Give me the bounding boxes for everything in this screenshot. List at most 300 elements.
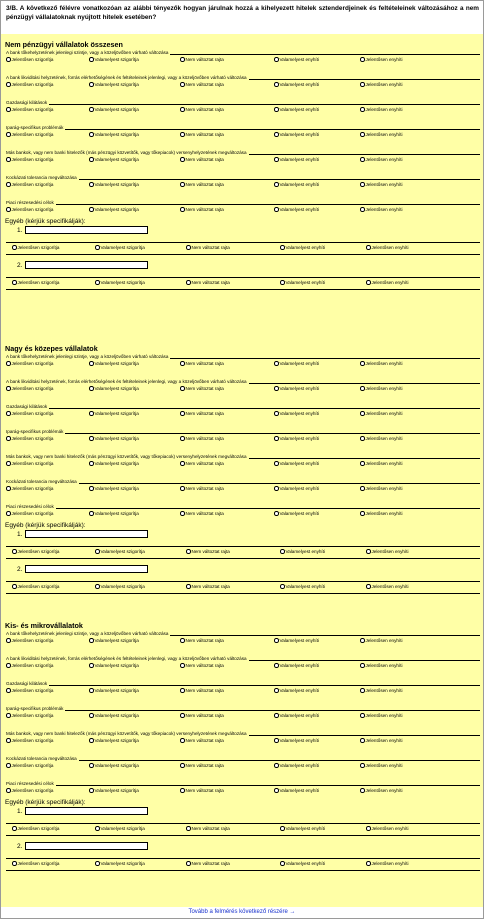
factor-4-option-3[interactable]: [180, 132, 224, 137]
radio-button[interactable]: [6, 157, 11, 162]
factor-2-option-1[interactable]: [6, 386, 53, 391]
radio-button[interactable]: [89, 663, 94, 668]
factor-5-option-2[interactable]: [89, 157, 139, 162]
factor-4-option-2[interactable]: [89, 713, 139, 718]
radio-button[interactable]: [6, 361, 11, 366]
factor-4-option-4[interactable]: [274, 132, 319, 137]
factor-5-option-2[interactable]: [89, 738, 139, 743]
other-1-option-2[interactable]: [95, 549, 145, 554]
radio-button[interactable]: [180, 738, 185, 743]
radio-button[interactable]: [360, 386, 365, 391]
factor-4-option-5[interactable]: [360, 713, 403, 718]
radio-button[interactable]: [180, 411, 185, 416]
factor-6-option-5[interactable]: [360, 182, 403, 187]
other-1-option-3[interactable]: [186, 549, 230, 554]
factor-5-option-5[interactable]: [360, 738, 403, 743]
radio-button[interactable]: [12, 584, 17, 589]
radio-button[interactable]: [274, 132, 279, 137]
other-specify-input[interactable]: [25, 261, 148, 269]
radio-button[interactable]: [366, 584, 371, 589]
radio-button[interactable]: [6, 461, 11, 466]
other-number: 1.: [17, 531, 23, 538]
factor-4-option-5[interactable]: [360, 132, 403, 137]
radio-button[interactable]: [180, 182, 185, 187]
radio-button[interactable]: [274, 157, 279, 162]
radio-button[interactable]: [95, 280, 100, 285]
factor-6-option-4[interactable]: [274, 182, 319, 187]
factor-5-option-5[interactable]: [360, 157, 403, 162]
other-2-option-1[interactable]: [12, 280, 59, 285]
radio-button[interactable]: [274, 361, 279, 366]
factor-7-option-1[interactable]: [6, 207, 53, 212]
radio-button[interactable]: [6, 788, 11, 793]
radio-button[interactable]: [360, 207, 365, 212]
radio-button[interactable]: [274, 486, 279, 491]
radio-button[interactable]: [89, 788, 94, 793]
radio-button[interactable]: [180, 511, 185, 516]
factor-2-option-2[interactable]: [89, 663, 139, 668]
radio-button[interactable]: [186, 245, 191, 250]
factor-5-option-5[interactable]: [360, 461, 403, 466]
factor-4-option-4[interactable]: [274, 713, 319, 718]
radio-button[interactable]: [360, 182, 365, 187]
radio-button[interactable]: [274, 57, 279, 62]
other-2-option-3[interactable]: [186, 861, 230, 866]
factor-4-option-1[interactable]: [6, 132, 53, 137]
radio-button[interactable]: [89, 386, 94, 391]
other-2-option-2[interactable]: [95, 861, 145, 866]
factor-2-option-3[interactable]: [180, 82, 224, 87]
factor-2-option-1[interactable]: [6, 663, 53, 668]
radio-button[interactable]: [180, 57, 185, 62]
factor-6-option-4[interactable]: [274, 486, 319, 491]
other-2-option-5[interactable]: [366, 280, 409, 285]
radio-button[interactable]: [6, 386, 11, 391]
radio-button[interactable]: [6, 663, 11, 668]
factor-2-option-5[interactable]: [360, 386, 403, 391]
factor-2-option-5[interactable]: [360, 663, 403, 668]
radio-button[interactable]: [274, 663, 279, 668]
radio-button[interactable]: [6, 57, 11, 62]
radio-button[interactable]: [274, 207, 279, 212]
radio-button[interactable]: [274, 107, 279, 112]
next-section-link[interactable]: Tovább a felmérés következő részére →: [1, 907, 483, 918]
other-1-option-2[interactable]: [95, 245, 145, 250]
other-2-option-4[interactable]: [280, 584, 325, 589]
factor-1-option-2[interactable]: [89, 361, 139, 366]
other-1-option-5[interactable]: [366, 826, 409, 831]
other-2-option-4[interactable]: [280, 861, 325, 866]
factor-7-option-1[interactable]: [6, 788, 53, 793]
other-2-option-5[interactable]: [366, 861, 409, 866]
factor-4-option-1[interactable]: [6, 436, 53, 441]
section-3: [1, 621, 483, 871]
factor-1-option-2[interactable]: [89, 57, 139, 62]
radio-button[interactable]: [360, 511, 365, 516]
factor-label: Kockázati tolerancia megváltozása: [6, 756, 77, 761]
factor-2-option-1[interactable]: [6, 82, 53, 87]
radio-button[interactable]: [360, 82, 365, 87]
radio-button[interactable]: [360, 763, 365, 768]
radio-button[interactable]: [180, 207, 185, 212]
factor-3-option-3[interactable]: [180, 107, 224, 112]
radio-button[interactable]: [360, 688, 365, 693]
option-label: Valamelyest enyhíti: [279, 132, 319, 137]
radio-button[interactable]: [360, 738, 365, 743]
radio-button[interactable]: [280, 826, 285, 831]
factor-7-option-3[interactable]: [180, 788, 224, 793]
radio-button[interactable]: [6, 486, 11, 491]
radio-button[interactable]: [180, 132, 185, 137]
radio-button[interactable]: [274, 738, 279, 743]
radio-button[interactable]: [95, 861, 100, 866]
factor-3-option-3[interactable]: [180, 411, 224, 416]
radio-button[interactable]: [280, 245, 285, 250]
other-2-option-2[interactable]: [95, 584, 145, 589]
other-2-option-2[interactable]: [95, 280, 145, 285]
radio-button[interactable]: [180, 386, 185, 391]
option-label: Valamelyest enyhíti: [279, 386, 319, 391]
factor-7-option-2[interactable]: [89, 788, 139, 793]
factor-5-option-2[interactable]: [89, 461, 139, 466]
other-1-option-1[interactable]: [12, 549, 59, 554]
radio-button[interactable]: [274, 182, 279, 187]
other-1-option-5[interactable]: [366, 245, 409, 250]
radio-button[interactable]: [89, 461, 94, 466]
radio-button[interactable]: [6, 763, 11, 768]
radio-button[interactable]: [95, 245, 100, 250]
radio-button[interactable]: [6, 713, 11, 718]
radio-button[interactable]: [89, 638, 94, 643]
factor-3-option-5[interactable]: [360, 107, 403, 112]
factor-6-option-5[interactable]: [360, 486, 403, 491]
radio-button[interactable]: [280, 861, 285, 866]
radio-button[interactable]: [89, 157, 94, 162]
other-1-option-4[interactable]: [280, 245, 325, 250]
radio-button[interactable]: [274, 436, 279, 441]
factor-1-option-1[interactable]: [6, 638, 53, 643]
factor-3-option-5[interactable]: [360, 411, 403, 416]
radio-button[interactable]: [89, 182, 94, 187]
factor-1-option-3[interactable]: [180, 638, 224, 643]
factor-5-option-3[interactable]: [180, 738, 224, 743]
factor-6-option-3[interactable]: [180, 182, 224, 187]
radio-button[interactable]: [360, 157, 365, 162]
factor-label: A bank likviditási helyzetének, forrás elérhetőségének és feltételeinek jelenlegi, vagy a közeljövőben várható változása: [6, 379, 247, 384]
factor-row: [6, 100, 480, 113]
radio-button[interactable]: [180, 107, 185, 112]
factor-7-option-2[interactable]: [89, 207, 139, 212]
radio-button[interactable]: [274, 763, 279, 768]
factor-6-option-3[interactable]: [180, 763, 224, 768]
factor-7-option-1[interactable]: [6, 511, 53, 516]
factor-2-option-4[interactable]: [274, 663, 319, 668]
factor-2-option-2[interactable]: [89, 82, 139, 87]
factor-5-option-1[interactable]: [6, 738, 53, 743]
factor-4-option-4[interactable]: [274, 436, 319, 441]
factor-1-option-1[interactable]: [6, 57, 53, 62]
option-label: Valamelyest szigorítja: [94, 411, 139, 416]
other-1-option-3[interactable]: [186, 245, 230, 250]
radio-button[interactable]: [89, 688, 94, 693]
factor-7-option-4[interactable]: [274, 207, 319, 212]
factor-4-option-2[interactable]: [89, 132, 139, 137]
factor-2-option-2[interactable]: [89, 386, 139, 391]
radio-button[interactable]: [180, 638, 185, 643]
factor-5-option-3[interactable]: [180, 157, 224, 162]
factor-7-option-4[interactable]: [274, 788, 319, 793]
radio-button[interactable]: [180, 486, 185, 491]
factor-4-option-1[interactable]: [6, 713, 53, 718]
divider-line: [65, 433, 480, 434]
factor-7-option-3[interactable]: [180, 511, 224, 516]
radio-button[interactable]: [274, 411, 279, 416]
factor-1-option-2[interactable]: [89, 638, 139, 643]
radio-button[interactable]: [274, 386, 279, 391]
radio-button[interactable]: [6, 638, 11, 643]
radio-button[interactable]: [360, 57, 365, 62]
option-label: Valamelyest enyhíti: [279, 361, 319, 366]
factor-3-option-1[interactable]: [6, 107, 53, 112]
factor-4-option-5[interactable]: [360, 436, 403, 441]
other-2-options: [12, 860, 484, 867]
factor-6-option-1[interactable]: [6, 182, 53, 187]
factor-5-option-1[interactable]: [6, 157, 53, 162]
radio-button[interactable]: [360, 713, 365, 718]
radio-button[interactable]: [89, 436, 94, 441]
option-label: Jelentősen enyhíti: [365, 157, 403, 162]
factor-2-options: [6, 385, 480, 392]
other-1-option-1[interactable]: [12, 826, 59, 831]
factor-label: Gazdasági kilátások: [6, 404, 48, 409]
factor-1-option-4[interactable]: [274, 57, 319, 62]
radio-button[interactable]: [180, 436, 185, 441]
radio-button[interactable]: [366, 826, 371, 831]
other-2-option-4[interactable]: [280, 280, 325, 285]
factor-3-option-4[interactable]: [274, 107, 319, 112]
option-label: Nem változtat rajta: [191, 245, 230, 250]
radio-button[interactable]: [274, 688, 279, 693]
radio-button[interactable]: [280, 584, 285, 589]
factor-1-option-3[interactable]: [180, 57, 224, 62]
factor-3-option-3[interactable]: [180, 688, 224, 693]
factor-4-option-2[interactable]: [89, 436, 139, 441]
factor-5-option-4[interactable]: [274, 738, 319, 743]
factor-1-option-5[interactable]: [360, 361, 403, 366]
radio-button[interactable]: [360, 107, 365, 112]
radio-button[interactable]: [274, 82, 279, 87]
factor-4-option-3[interactable]: [180, 436, 224, 441]
radio-button[interactable]: [186, 826, 191, 831]
radio-button[interactable]: [89, 107, 94, 112]
other-1-option-1[interactable]: [12, 245, 59, 250]
radio-button[interactable]: [360, 361, 365, 366]
factor-3-option-4[interactable]: [274, 411, 319, 416]
factor-7-option-5[interactable]: [360, 207, 403, 212]
radio-button[interactable]: [6, 82, 11, 87]
radio-button[interactable]: [360, 461, 365, 466]
radio-button[interactable]: [89, 411, 94, 416]
radio-button[interactable]: [12, 549, 17, 554]
other-1-option-4[interactable]: [280, 549, 325, 554]
radio-button[interactable]: [89, 82, 94, 87]
factor-3-option-5[interactable]: [360, 688, 403, 693]
radio-button[interactable]: [360, 638, 365, 643]
radio-button[interactable]: [6, 182, 11, 187]
factor-6-option-3[interactable]: [180, 486, 224, 491]
radio-button[interactable]: [180, 788, 185, 793]
radio-button[interactable]: [360, 788, 365, 793]
factor-5-option-1[interactable]: [6, 461, 53, 466]
factor-3-option-2[interactable]: [89, 107, 139, 112]
radio-button[interactable]: [366, 549, 371, 554]
radio-button[interactable]: [274, 638, 279, 643]
radio-button[interactable]: [89, 207, 94, 212]
other-specify-input[interactable]: [25, 807, 148, 815]
factor-label: A bank likviditási helyzetének, forrás elérhetőségének és feltételeinek jelenlegi, vagy a közeljövőben várható változása: [6, 656, 247, 661]
radio-button[interactable]: [89, 511, 94, 516]
radio-button[interactable]: [274, 713, 279, 718]
radio-button[interactable]: [186, 584, 191, 589]
radio-button[interactable]: [180, 361, 185, 366]
factor-6-option-5[interactable]: [360, 763, 403, 768]
factor-3-option-1[interactable]: [6, 411, 53, 416]
radio-button[interactable]: [180, 688, 185, 693]
radio-button[interactable]: [6, 207, 11, 212]
radio-button[interactable]: [360, 411, 365, 416]
factor-2-option-4[interactable]: [274, 386, 319, 391]
radio-button[interactable]: [280, 549, 285, 554]
radio-button[interactable]: [12, 280, 17, 285]
radio-button[interactable]: [89, 57, 94, 62]
radio-button[interactable]: [89, 763, 94, 768]
factor-7-option-4[interactable]: [274, 511, 319, 516]
radio-button[interactable]: [6, 411, 11, 416]
radio-button[interactable]: [274, 511, 279, 516]
factor-7-option-5[interactable]: [360, 788, 403, 793]
option-label: Valamelyest szigorítja: [94, 788, 139, 793]
other-specify-input[interactable]: [25, 226, 148, 234]
radio-button[interactable]: [180, 713, 185, 718]
other-2-option-3[interactable]: [186, 584, 230, 589]
option-label: Valamelyest szigorítja: [94, 107, 139, 112]
factor-5-option-4[interactable]: [274, 157, 319, 162]
factor-1-option-3[interactable]: [180, 361, 224, 366]
option-label: Jelentősen szigorítja: [17, 280, 60, 285]
radio-button[interactable]: [186, 280, 191, 285]
radio-button[interactable]: [6, 738, 11, 743]
radio-button[interactable]: [89, 132, 94, 137]
factor-6-option-2[interactable]: [89, 763, 139, 768]
other-2-option-3[interactable]: [186, 280, 230, 285]
radio-button[interactable]: [360, 132, 365, 137]
factor-1-option-5[interactable]: [360, 638, 403, 643]
other-1-option-2[interactable]: [95, 826, 145, 831]
factor-label: Gazdasági kilátások: [6, 100, 48, 105]
radio-button[interactable]: [366, 280, 371, 285]
radio-button[interactable]: [274, 788, 279, 793]
factor-1-option-1[interactable]: [6, 361, 53, 366]
radio-button[interactable]: [186, 549, 191, 554]
radio-button[interactable]: [89, 738, 94, 743]
factor-5-option-3[interactable]: [180, 461, 224, 466]
radio-button[interactable]: [12, 245, 17, 250]
other-2-option-1[interactable]: [12, 584, 59, 589]
factor-4-options: [6, 131, 480, 138]
factor-6-option-1[interactable]: [6, 763, 53, 768]
factor-7-option-3[interactable]: [180, 207, 224, 212]
factor-6-option-1[interactable]: [6, 486, 53, 491]
factor-6-option-2[interactable]: [89, 486, 139, 491]
factor-5-option-4[interactable]: [274, 461, 319, 466]
radio-button[interactable]: [6, 511, 11, 516]
divider-line: [170, 54, 480, 55]
factor-label: Iparág-specifikus problémák: [6, 125, 64, 130]
other-specify-input[interactable]: [25, 842, 148, 850]
other-2-option-5[interactable]: [366, 584, 409, 589]
other-2-option-1[interactable]: [12, 861, 59, 866]
factor-2-option-3[interactable]: [180, 663, 224, 668]
factor-2-option-5[interactable]: [360, 82, 403, 87]
factor-7-option-2[interactable]: [89, 511, 139, 516]
radio-button[interactable]: [89, 361, 94, 366]
radio-button[interactable]: [180, 461, 185, 466]
other-1-option-4[interactable]: [280, 826, 325, 831]
factor-4-option-3[interactable]: [180, 713, 224, 718]
factor-2-option-4[interactable]: [274, 82, 319, 87]
factor-1-option-4[interactable]: [274, 361, 319, 366]
radio-button[interactable]: [6, 688, 11, 693]
radio-button[interactable]: [180, 157, 185, 162]
radio-button[interactable]: [180, 663, 185, 668]
radio-button[interactable]: [180, 763, 185, 768]
factor-2-option-3[interactable]: [180, 386, 224, 391]
radio-button[interactable]: [360, 436, 365, 441]
factor-6-option-4[interactable]: [274, 763, 319, 768]
radio-button[interactable]: [95, 826, 100, 831]
radio-button[interactable]: [6, 436, 11, 441]
radio-button[interactable]: [366, 245, 371, 250]
factor-1-option-5[interactable]: [360, 57, 403, 62]
factor-3-option-2[interactable]: [89, 688, 139, 693]
radio-button[interactable]: [360, 486, 365, 491]
other-specify-input[interactable]: [25, 565, 148, 573]
factor-7-option-5[interactable]: [360, 511, 403, 516]
radio-button[interactable]: [180, 82, 185, 87]
radio-button[interactable]: [89, 713, 94, 718]
radio-button[interactable]: [280, 280, 285, 285]
radio-button[interactable]: [12, 861, 17, 866]
other-1-option-5[interactable]: [366, 549, 409, 554]
radio-button[interactable]: [89, 486, 94, 491]
radio-button[interactable]: [274, 461, 279, 466]
other-specify-input[interactable]: [25, 530, 148, 538]
other-1-option-3[interactable]: [186, 826, 230, 831]
radio-button[interactable]: [186, 861, 191, 866]
radio-button[interactable]: [6, 132, 11, 137]
radio-button[interactable]: [95, 549, 100, 554]
factor-1-option-4[interactable]: [274, 638, 319, 643]
factor-3-option-1[interactable]: [6, 688, 53, 693]
radio-button[interactable]: [366, 861, 371, 866]
factor-6-option-2[interactable]: [89, 182, 139, 187]
radio-button[interactable]: [95, 584, 100, 589]
factor-3-option-2[interactable]: [89, 411, 139, 416]
factor-3-option-4[interactable]: [274, 688, 319, 693]
radio-button[interactable]: [360, 663, 365, 668]
radio-button[interactable]: [12, 826, 17, 831]
radio-button[interactable]: [6, 107, 11, 112]
